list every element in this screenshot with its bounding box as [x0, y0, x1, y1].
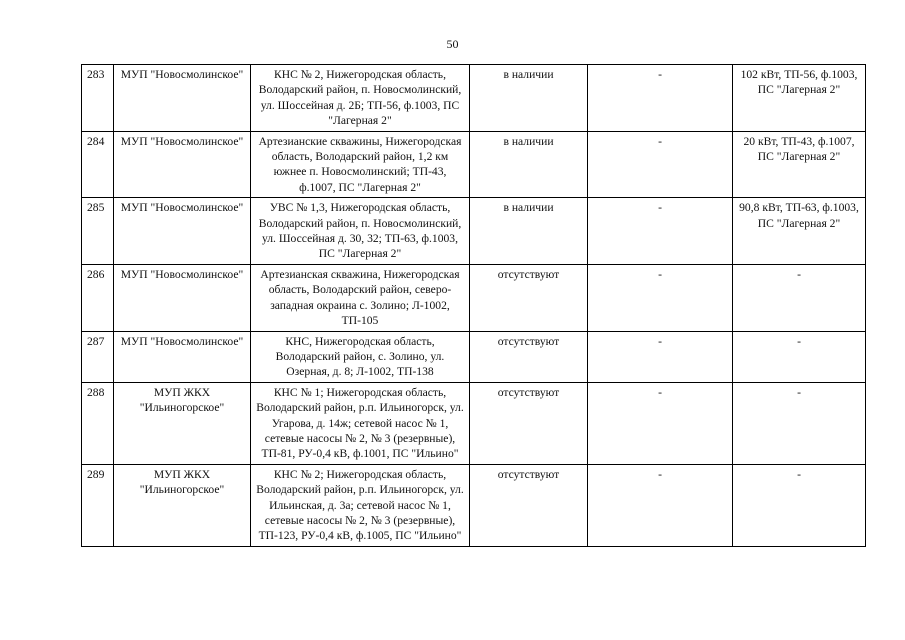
- table-row: [82, 464, 866, 546]
- availability-cell: отсутствуют: [470, 382, 588, 464]
- organization-cell: МУП "Новосмолинское": [114, 198, 251, 265]
- organization-cell: МУП "Новосмолинское": [114, 65, 251, 132]
- organization-cell: МУП "Новосмолинское": [114, 331, 251, 382]
- capacity-cell: 90,8 кВт, ТП-63, ф.1003, ПС "Лагерная 2": [733, 198, 866, 265]
- availability-cell: в наличии: [470, 131, 588, 198]
- column-e-cell: -: [588, 464, 733, 546]
- availability-cell: отсутствуют: [470, 464, 588, 546]
- row-number: 288: [82, 382, 114, 464]
- table-row: [82, 331, 866, 382]
- availability-cell: в наличии: [470, 198, 588, 265]
- table-row: [82, 131, 866, 198]
- location-cell: КНС № 2, Нижегородская область, Володарский район, п. Новосмолинский, ул. Шоссейная д. 2Б; ТП-56, ф.1003, ПС "Лагерная 2": [251, 65, 470, 132]
- capacity-cell: -: [733, 331, 866, 382]
- capacity-cell: -: [733, 264, 866, 331]
- organization-cell: МУП ЖКХ "Ильиногорское": [114, 382, 251, 464]
- capacity-cell: 20 кВт, ТП-43, ф.1007, ПС "Лагерная 2": [733, 131, 866, 198]
- location-cell: УВС № 1,3, Нижегородская область, Володарский район, п. Новосмолинский, ул. Шоссейная д. 30, 32; ТП-63, ф.1003, ПС "Лагерная 2": [251, 198, 470, 265]
- row-number: 286: [82, 264, 114, 331]
- table-row: [82, 264, 866, 331]
- table-row: [82, 382, 866, 464]
- organization-cell: МУП "Новосмолинское": [114, 264, 251, 331]
- capacity-cell: -: [733, 464, 866, 546]
- row-number: 289: [82, 464, 114, 546]
- location-cell: Артезианская скважина, Нижегородская область, Володарский район, северо-западная окраина с. Золино; Л-1002, ТП-105: [251, 264, 470, 331]
- table-row: [82, 198, 866, 265]
- column-e-cell: -: [588, 65, 733, 132]
- column-e-cell: -: [588, 198, 733, 265]
- column-e-cell: -: [588, 264, 733, 331]
- column-e-cell: -: [588, 131, 733, 198]
- location-cell: КНС № 2; Нижегородская область, Володарский район, р.п. Ильиногорск, ул. Ильинская, д. 3а; сетевой насос № 1, сетевые насосы № 2, № 3 (резервные), ТП-123, РУ-0,4 кВ, ф.1005, ПС "Ильино": [251, 464, 470, 546]
- location-cell: КНС, Нижегородская область, Володарский район, с. Золино, ул. Озерная, д. 8; Л-1002, ТП-138: [251, 331, 470, 382]
- registry-table: [81, 64, 866, 547]
- capacity-cell: 102 кВт, ТП-56, ф.1003, ПС "Лагерная 2": [733, 65, 866, 132]
- column-e-cell: -: [588, 331, 733, 382]
- row-number: 284: [82, 131, 114, 198]
- location-cell: Артезианские скважины, Нижегородская область, Володарский район, 1,2 км южнее п. Новосмолинский; ТП-43, ф.1007, ПС "Лагерная 2": [251, 131, 470, 198]
- page-number: 50: [446, 37, 459, 51]
- row-number: 283: [82, 65, 114, 132]
- location-cell: КНС № 1; Нижегородская область, Володарский район, р.п. Ильиногорск, ул. Угарова, д. 14ж; сетевой насос № 1, сетевые насосы № 2, № 3 (резервные), ТП-81, РУ-0,4 кВ, ф.1001, ПС "Ильино": [251, 382, 470, 464]
- organization-cell: МУП ЖКХ "Ильиногорское": [114, 464, 251, 546]
- availability-cell: отсутствуют: [470, 331, 588, 382]
- availability-cell: отсутствуют: [470, 264, 588, 331]
- row-number: 285: [82, 198, 114, 265]
- capacity-cell: -: [733, 382, 866, 464]
- row-number: 287: [82, 331, 114, 382]
- column-e-cell: -: [588, 382, 733, 464]
- table-row: [82, 65, 866, 132]
- organization-cell: МУП "Новосмолинское": [114, 131, 251, 198]
- availability-cell: в наличии: [470, 65, 588, 132]
